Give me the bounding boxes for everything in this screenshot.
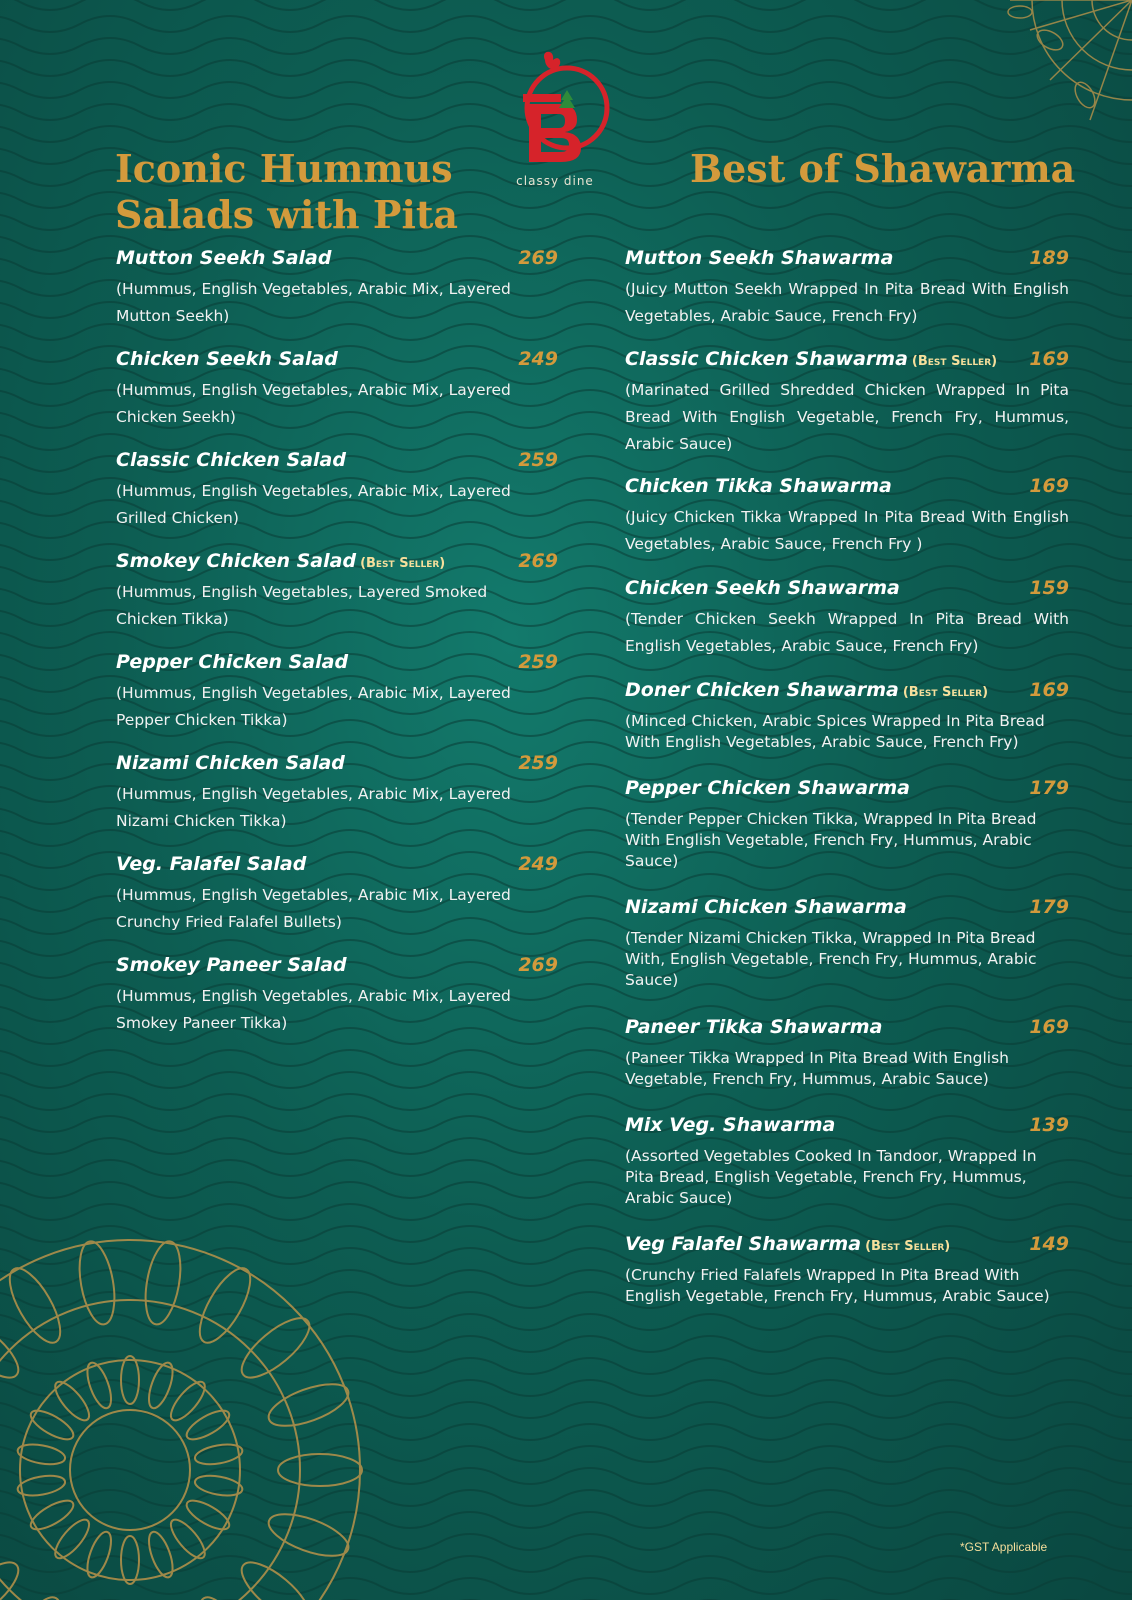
item-description: (Juicy Mutton Seekh Wrapped In Pita Bread With English Vegetables, Arabic Sauce, French Fry) [625, 280, 1069, 325]
best-seller-badge: (Best Seller) [911, 354, 998, 369]
item-description: (Crunchy Fried Falafels Wrapped In Pita Bread With English Vegetable, French Fry, Hummus, Arabic Sauce) [625, 1266, 1050, 1305]
item-price: 249 [518, 853, 558, 875]
item-description: (Paneer Tikka Wrapped In Pita Bread With English Vegetable, French Fry, Hummus, Arabic Sauce) [625, 1049, 1009, 1088]
menu-item [625, 896, 1069, 1016]
best-seller-badge: (Best Seller) [902, 685, 989, 700]
menu-item [625, 577, 1069, 679]
item-price: 259 [518, 651, 558, 673]
menu-item [116, 449, 558, 550]
item-price: 269 [518, 247, 558, 269]
brand-tagline: classy dine [516, 174, 594, 188]
item-name: Chicken Tikka Shawarma [625, 475, 892, 497]
item-description: (Hummus, English Vegetables, Arabic Mix, Layered Pepper Chicken Tikka) [116, 684, 511, 729]
item-description: (Hummus, English Vegetables, Layered Smoked Chicken Tikka) [116, 583, 488, 628]
item-name: Smokey Paneer Salad [116, 954, 347, 976]
mandala-ornament-icon [0, 1140, 460, 1600]
menu-item [625, 247, 1069, 348]
menu-item [116, 651, 558, 752]
menu-item [625, 348, 1069, 475]
item-price: 179 [1029, 777, 1069, 799]
item-description: (Minced Chicken, Arabic Spices Wrapped In Pita Bread With English Vegetables, Arabic Sauce, French Fry) [625, 712, 1045, 751]
item-name: Mutton Seekh Shawarma [625, 247, 894, 269]
item-name: Pepper Chicken Salad [116, 651, 349, 673]
item-price: 159 [1029, 577, 1069, 599]
menu-item [625, 475, 1069, 577]
menu-item [625, 1016, 1069, 1114]
menu-item [116, 752, 558, 853]
menu-item [116, 247, 558, 348]
menu-item [625, 777, 1069, 896]
item-description: (Hummus, English Vegetables, Arabic Mix, Layered Chicken Seekh) [116, 381, 511, 426]
item-price: 269 [518, 954, 558, 976]
shawarma-list [625, 247, 1069, 1313]
item-price: 189 [1029, 247, 1069, 269]
item-name: Paneer Tikka Shawarma [625, 1016, 883, 1038]
item-price: 169 [1029, 475, 1069, 497]
item-description: (Tender Pepper Chicken Tikka, Wrapped In Pita Bread With English Vegetable, French Fry, Hummus, Arabic Sauce) [625, 810, 1037, 870]
item-name: Smokey Chicken Salad [116, 550, 357, 572]
item-name: Chicken Seekh Shawarma [625, 577, 900, 599]
item-name: Classic Chicken Salad [116, 449, 346, 471]
item-description: (Tender Chicken Seekh Wrapped In Pita Bread With English Vegetables, Arabic Sauce, French Fry) [625, 610, 1069, 655]
best-seller-badge: (Best Seller) [360, 556, 446, 571]
item-description: (Hummus, English Vegetables, Arabic Mix, Layered Mutton Seekh) [116, 280, 511, 325]
shawarma-section-title: Best of Shawarma [690, 146, 1076, 191]
item-description: (Marinated Grilled Shredded Chicken Wrapped In Pita Bread With English Vegetable, French Fry, Hummus, Arabic Sauce) [625, 381, 1069, 453]
item-price: 139 [1029, 1114, 1069, 1136]
item-name: Mix Veg. Shawarma [625, 1114, 836, 1136]
menu-item [116, 550, 558, 651]
item-price: 249 [518, 348, 558, 370]
item-name: Doner Chicken Shawarma [625, 679, 899, 701]
item-description: (Hummus, English Vegetables, Arabic Mix, Layered Crunchy Fried Falafel Bullets) [116, 886, 511, 931]
item-description: (Hummus, English Vegetables, Arabic Mix, Layered Grilled Chicken) [116, 482, 511, 527]
item-price: 169 [1029, 348, 1069, 370]
best-seller-badge: (Best Seller) [865, 1239, 951, 1254]
item-price: 179 [1029, 896, 1069, 918]
menu-item [116, 954, 558, 1055]
menu-item [625, 1114, 1069, 1233]
item-description: (Hummus, English Vegetables, Arabic Mix, Layered Smokey Paneer Tikka) [116, 987, 511, 1032]
gst-note: *GST Applicable [960, 1540, 1048, 1554]
mandala-corner-icon [990, 0, 1132, 135]
salads-list [116, 247, 558, 1055]
item-description: (Assorted Vegetables Cooked In Tandoor, Wrapped In Pita Bread, English Vegetable, French Fry, Hummus, Arabic Sauce) [625, 1147, 1037, 1207]
item-description: (Juicy Chicken Tikka Wrapped In Pita Bread With English Vegetables, Arabic Sauce, French Fry ) [625, 508, 1069, 553]
item-name: Nizami Chicken Salad [116, 752, 345, 774]
menu-item [625, 1233, 1069, 1313]
item-price: 259 [518, 752, 558, 774]
menu-item [116, 348, 558, 449]
salads-title-line1: Iconic Hummus [115, 146, 453, 191]
salads-section-title [115, 146, 515, 238]
item-price: 269 [518, 550, 558, 572]
item-description: (Tender Nizami Chicken Tikka, Wrapped In Pita Bread With, English Vegetable, French Fry, Hummus, Arabic Sauce) [625, 929, 1037, 989]
item-name: Veg. Falafel Salad [116, 853, 307, 875]
logo-icon [515, 50, 615, 170]
item-name: Chicken Seekh Salad [116, 348, 338, 370]
menu-item [625, 679, 1069, 777]
item-name: Veg Falafel Shawarma [625, 1233, 862, 1255]
item-name: Classic Chicken Shawarma [625, 348, 908, 370]
item-name: Mutton Seekh Salad [116, 247, 332, 269]
item-name: Pepper Chicken Shawarma [625, 777, 910, 799]
menu-item [116, 853, 558, 954]
brand-logo [505, 50, 625, 190]
item-price: 169 [1029, 1016, 1069, 1038]
item-price: 169 [1029, 679, 1069, 701]
item-price: 149 [1029, 1233, 1069, 1255]
salads-title-line2: Salads with Pita [115, 192, 459, 237]
item-description: (Hummus, English Vegetables, Arabic Mix, Layered Nizami Chicken Tikka) [116, 785, 511, 830]
item-name: Nizami Chicken Shawarma [625, 896, 907, 918]
item-price: 259 [518, 449, 558, 471]
